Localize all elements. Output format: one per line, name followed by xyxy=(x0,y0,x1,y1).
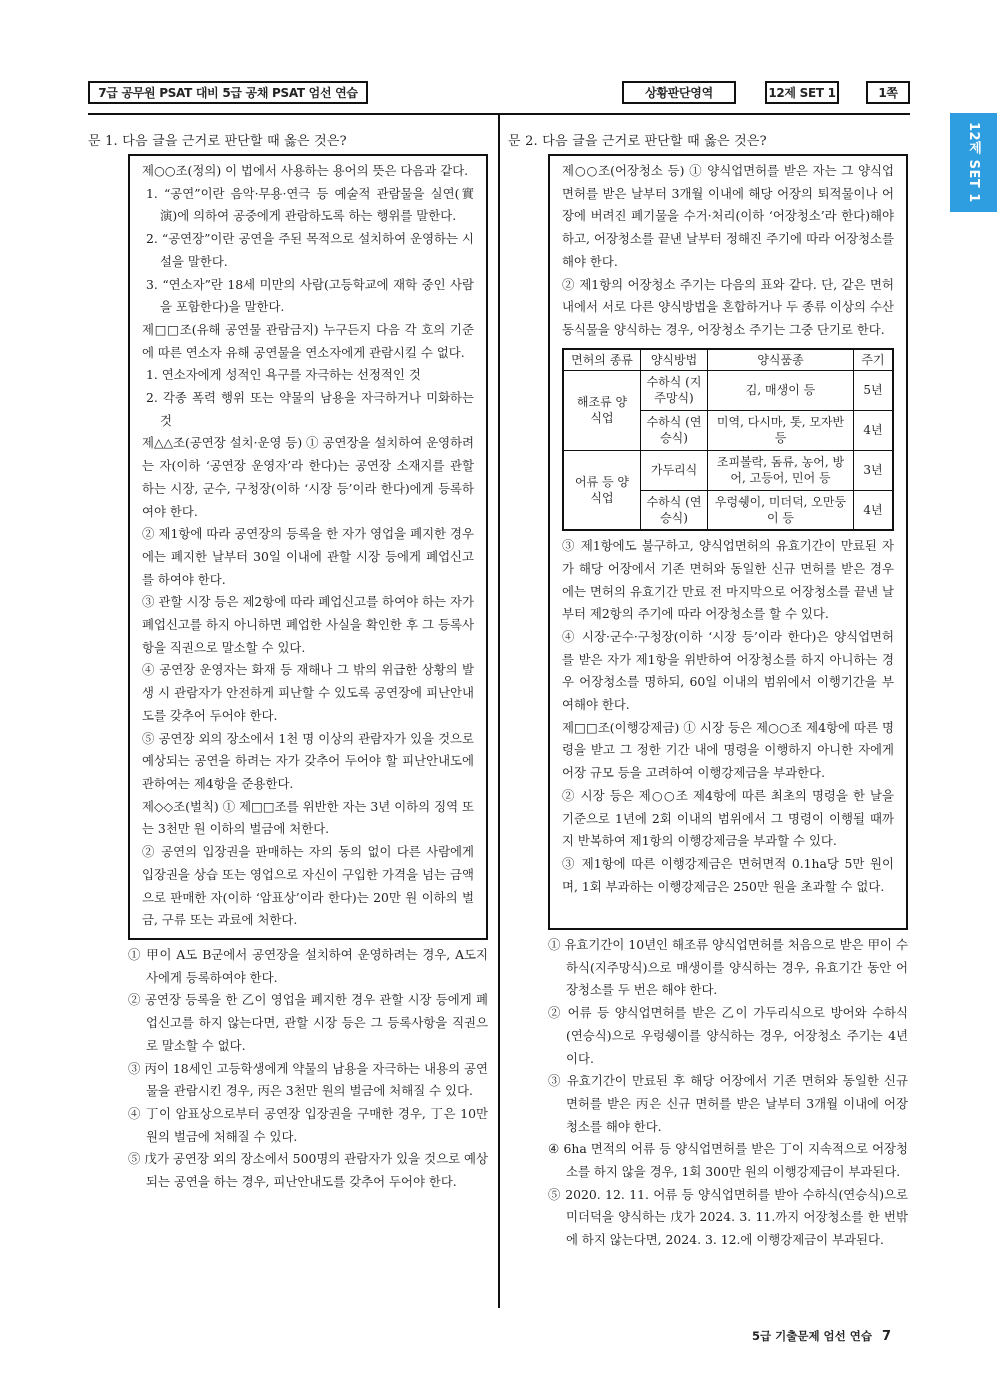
footer-text: 5급 기출문제 엄선 연습 xyxy=(752,1329,872,1343)
table-cell-species: 미역, 다시마, 톳, 모자반 등 xyxy=(708,410,854,450)
cleaning-cycle-table xyxy=(562,348,894,532)
q1-choice-3[interactable]: ③ 丙이 18세인 고등학생에게 약물의 남용을 자극하는 내용의 공연물을 관람시킨 경우, 丙은 3천만 원의 벌금에 처해질 수 있다. xyxy=(128,1060,488,1099)
table-row xyxy=(563,370,893,410)
q2-passage-line: 제□□조(이행강제금) ① 시장 등은 제○○조 제4항에 따른 명령을 받고 그 정한 기간 내에 명령을 이행하지 아니한 자에게 어장 규모 등을 고려하여 이행강제금을 부과한다. xyxy=(562,719,894,781)
q1-choice-5[interactable]: ⑤ 戊가 공연장 외의 장소에서 500명의 관람자가 있을 것으로 예상되는 공연을 하는 경우, 피난안내도를 갖추어 두어야 한다. xyxy=(128,1151,488,1190)
q1-choice-1[interactable]: ① 甲이 A도 B군에서 공연장을 설치하여 운영하려는 경우, A도지사에게 등록하여야 한다. xyxy=(128,947,488,985)
footer xyxy=(752,1328,891,1344)
side-tab-label: 12제 SET 1 xyxy=(966,122,981,203)
q1-passage-line: ④ 공연장 운영자는 화재 등 재해나 그 밖의 위급한 상황의 발생 시 관람자가 안전하게 피난할 수 있도록 공연장에 피난안내도를 갖추어 두어야 한다. xyxy=(142,662,474,723)
q2-choice-2[interactable]: ② 어류 등 양식업면허를 받은 乙이 가두리식으로 방어와 수하식(연승식)으로 우렁쉥이를 양식하는 경우, 어장청소 주기는 4년이다. xyxy=(548,1005,908,1066)
header-section xyxy=(622,81,736,104)
q2-choice-4[interactable]: ④ 6ha 면적의 어류 등 양식업면허를 받은 丁이 지속적으로 어장청소를 하지 않을 경우, 1회 300만 원의 이행강제금이 부과된다. xyxy=(548,1141,908,1180)
table-header: 면허의 종류 xyxy=(563,349,641,371)
table-cell-method: 수하식 (지주망식) xyxy=(641,370,708,410)
table-cell-license: 어류 등 양식업 xyxy=(563,450,641,530)
table-header: 양식품종 xyxy=(708,349,854,371)
header-title xyxy=(88,81,368,104)
q1-passage-line: 3. “연소자”란 18세 미만의 사람(고등학교에 재학 중인 사람을 포함한다)을 말한다. xyxy=(146,276,474,315)
table-cell-cycle: 5년 xyxy=(854,370,894,410)
table-header: 양식방법 xyxy=(641,349,708,371)
header-page-text: 1쪽 xyxy=(878,86,898,100)
q2-choice-1[interactable]: ① 유효기간이 10년인 해조류 양식업면허를 처음으로 받은 甲이 수하식(지주망식)으로 매생이를 양식하는 경우, 유효기간 동안 어장청소를 두 번은 해야 한다. xyxy=(548,937,908,998)
q1-passage-box xyxy=(128,154,488,940)
q1-passage-line: 제○○조(정의) 이 법에서 사용하는 용어의 뜻은 다음과 같다. xyxy=(142,163,469,178)
q2-passage-line: ② 제1항의 어장청소 주기는 다음의 표와 같다. 단, 같은 면허 내에서 서로 다른 양식방법을 혼합하거나 두 종류 이상의 수산동식물을 양식하는 경우, 어장청소 주기는 그중 단기로 한다. xyxy=(562,276,894,337)
q1-passage-line: 제△△조(공연장 설치·운영 등) ① 공연장을 설치하여 운영하려는 자(이하 ‘공연장 운영자’라 한다)는 공연장 소재지를 관할하는 시장, 군수, 구청장(이하 ‘시장 등’이라 한다)에게 등록하여야 한다. xyxy=(142,435,475,519)
table-cell-cycle: 4년 xyxy=(854,490,894,530)
q1-title: 문 1. 다음 글을 근거로 판단할 때 옳은 것은? xyxy=(88,134,347,149)
header-page xyxy=(866,81,910,104)
q2-passage-line: ② 시장 등은 제○○조 제4항에 따른 최초의 명령을 한 날을 기준으로 1년에 2회 이내의 범위에서 그 명령이 이행될 때까지 반복하여 제1항의 이행강제금을 부과할 수 있다. xyxy=(562,787,894,849)
header-set xyxy=(765,81,839,104)
q1-passage-line: 1. “공연”이란 음악·무용·연극 등 예술적 관람물을 실연(實演)에 의하여 공중에게 관람하도록 하는 행위를 말한다. xyxy=(146,185,474,224)
q2-passage-line: ③ 제1항에 따른 이행강제금은 면허면적 0.1ha당 5만 원이며, 1회 부과하는 이행강제금은 250만 원을 초과할 수 없다. xyxy=(562,855,894,894)
table-row xyxy=(563,450,893,490)
q1-passage-line: 제□□조(유해 공연물 관람금지) 누구든지 다음 각 호의 기준에 따른 연소자 유해 공연물을 연소자에게 관람시킬 수 없다. xyxy=(142,321,474,360)
table-header: 주기 xyxy=(854,349,894,371)
q1-passage-line: 2. 각종 폭력 행위 또는 약물의 남용을 자극하거나 미화하는 것 xyxy=(146,390,474,428)
q2-passage-line: 제○○조(어장청소 등) ① 양식업면허를 받은 자는 그 양식업면허를 받은 날부터 3개월 이내에 해당 어장의 퇴적물이나 어장에 버려진 폐기물을 수거·처리(이하 ‘어장청소’라 한다)해야 하고, 어장청소를 끝낸 날부터 정해진 주기에 따라 어장청소를 해야 한다. xyxy=(562,163,894,269)
q1-passage-line: ③ 관할 시장 등은 제2항에 따라 폐업신고를 하여야 하는 자가 폐업신고를 하지 아니하면 폐업한 사실을 확인한 후 그 등록사항을 직권으로 말소할 수 있다. xyxy=(142,594,474,655)
table-cell-method: 수하식 (연승식) xyxy=(641,490,708,530)
table-cell-method: 가두리식 xyxy=(641,450,708,490)
column-divider xyxy=(498,115,500,1308)
table-cell-license: 해조류 양식업 xyxy=(563,370,641,450)
q1-passage-line: 2. “공연장”이란 공연을 주된 목적으로 설치하여 운영하는 시설을 말한다. xyxy=(146,231,474,269)
header-title-text: 7급 공무원 PSAT 대비 5급 공채 PSAT 엄선 연습 xyxy=(98,86,358,100)
header-set-text: 12제 SET 1 xyxy=(768,86,836,100)
q2-choice-3[interactable]: ③ 유효기간이 만료된 후 해당 어장에서 기존 면허와 동일한 신규 면허를 받은 丙은 신규 면허를 받은 날부터 3개월 이내에 어장청소를 해야 한다. xyxy=(548,1073,908,1134)
q1-passage-line: 1. 연소자에게 성적인 욕구를 자극하는 선정적인 것 xyxy=(146,367,421,383)
q2-passage-line: ④ 시장·군수·구청장(이하 ‘시장 등’이라 한다)은 양식업면허를 받은 자가 제1항을 위반하여 어장청소를 하지 아니하는 경우 어장청소를 명하되, 60일 이내의 범위에서 이행기간을 부여해야 한다. xyxy=(562,628,894,713)
q2-title: 문 2. 다음 글을 근거로 판단할 때 옳은 것은? xyxy=(508,134,767,149)
q2-choice-5[interactable]: ⑤ 2020. 12. 11. 어류 등 양식업면허를 받아 수하식(연승식)으로 미더덕을 양식하는 戊가 2024. 3. 11.까지 어장청소를 한 번밖에 하지 않는다면, 2024. 3. 12.에 이행강제금이 부과된다. xyxy=(548,1186,908,1248)
q1-passage-line: ⑤ 공연장 외의 장소에서 1천 명 이상의 관람자가 있을 것으로 예상되는 공연을 하려는 자가 갖추어 두어야 할 피난안내도에 관하여는 제4항을 준용한다. xyxy=(142,730,474,791)
header-section-text: 상황판단영역 xyxy=(645,86,713,100)
q1-choice-2[interactable]: ② 공연장 등록을 한 乙이 영업을 폐지한 경우 관할 시장 등에게 폐업신고를 하지 않는다면, 관할 시장 등은 그 등록사항을 직권으로 말소할 수 없다. xyxy=(128,992,488,1053)
q2-passage-box xyxy=(548,154,908,930)
q1-choices xyxy=(128,944,488,1194)
table-cell-species: 김, 매생이 등 xyxy=(708,370,854,410)
table-cell-species: 우렁쉥이, 미더덕, 오만둥이 등 xyxy=(708,490,854,530)
q2-choices xyxy=(548,934,908,1252)
q2-passage-line: ③ 제1항에도 불구하고, 양식업면허의 유효기간이 만료된 자가 해당 어장에서 기존 면허와 동일한 신규 면허를 받은 경우에는 면허의 유효기간 만료 전 마지막으로 어장청소를 끝낸 날부터 제2항의 주기에 따라 어장청소를 할 수 있다. xyxy=(562,538,894,622)
q1-passage-line: 제◇◇조(벌칙) ① 제□□조를 위반한 자는 3년 이하의 징역 또는 3천만 원 이하의 벌금에 처한다. xyxy=(142,798,474,837)
page-number: 7 xyxy=(882,1329,892,1344)
q1-choice-4[interactable]: ④ 丁이 암표상으로부터 공연장 입장권을 구매한 경우, 丁은 10만 원의 벌금에 처해질 수 있다. xyxy=(128,1105,488,1144)
table-cell-cycle: 3년 xyxy=(854,450,894,490)
table-cell-species: 조피볼락, 돔류, 농어, 방어, 고등어, 민어 등 xyxy=(708,450,854,490)
table-header-row xyxy=(563,349,893,371)
table-cell-method: 수하식 (연승식) xyxy=(641,410,708,450)
side-tab xyxy=(950,113,997,212)
q1-passage-line: ② 공연의 입장권을 판매하는 자의 동의 없이 다른 사람에게 입장권을 상습 또는 영업으로 자신이 구입한 가격을 넘는 금액으로 판매한 자(이하 ‘암표상’이라 한다)는 20만 원 이하의 벌금, 구류 또는 과료에 처한다. xyxy=(142,844,474,928)
table-cell-cycle: 4년 xyxy=(854,410,894,450)
q1-passage-line: ② 제1항에 따라 공연장의 등록을 한 자가 영업을 폐지한 경우에는 폐지한 날부터 30일 이내에 관할 시장 등에게 폐업신고를 하여야 한다. xyxy=(142,526,474,587)
